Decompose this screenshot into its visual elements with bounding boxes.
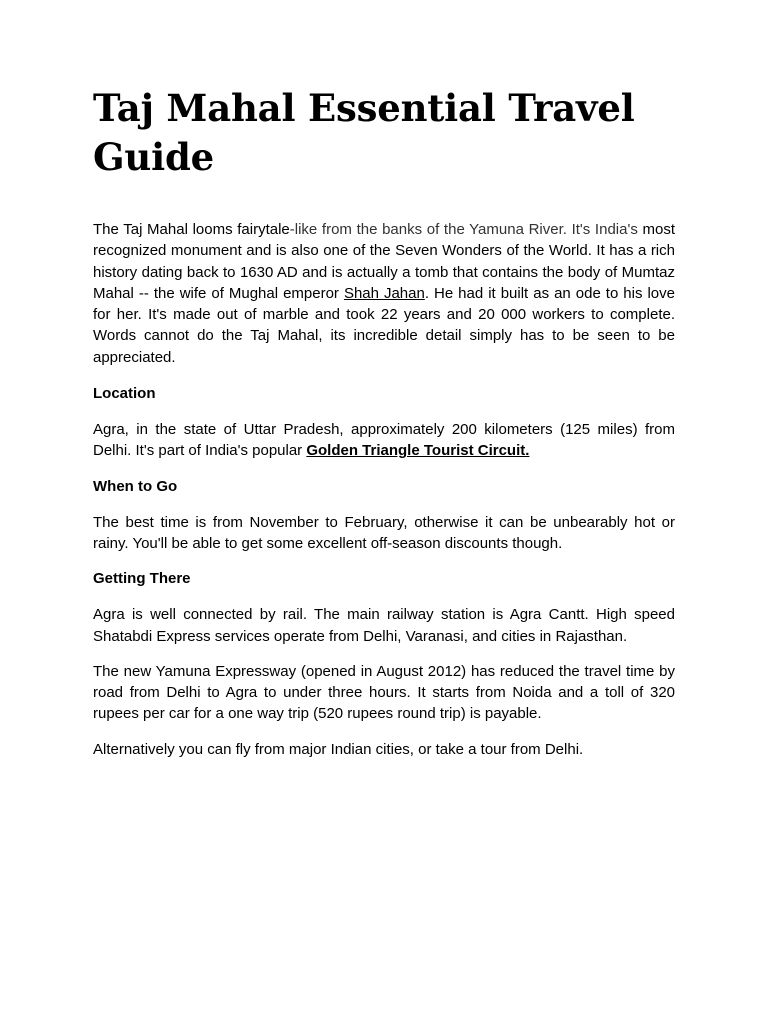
golden-triangle-link[interactable]: Golden Triangle Tourist Circuit. [306,442,530,460]
when-to-go-paragraph: The best time is from November to February, otherwise it can be unbearably hot or rainy. You'll be able to get some excellent off-season discounts though. [93,513,675,552]
getting-there-air-paragraph: Alternatively you can fly from major Indian cities, or take a tour from Delhi. [93,740,584,758]
when-to-go-heading: When to Go [93,477,178,495]
intro-paragraph [93,219,675,368]
page-title: Taj Mahal Essential Travel Guide [93,86,635,179]
intro-text-4: . He had it built as an ode to his love for her. It's made out of marble and took 22 years and 20 000 workers to complete. Words cannot do the Taj Mahal, its incredible detail simply has to be seen to be appreciated. [93,284,675,366]
intro-text-1: The Taj Mahal looms fairytale [93,221,290,238]
shah-jahan-link[interactable]: Shah Jahan [343,284,425,302]
intro-text-3: most recognized monument and is also one of the Seven Wonders of the World. It has a rich history dating back to 1630 AD and is actually a tomb that contains the body of Mumtaz Mahal -- the wife of Mughal emperor [93,221,675,302]
document-page [93,84,675,774]
intro-text-2: -like from the banks of the Yamuna River. It's India's [289,221,638,238]
getting-there-road-paragraph: The new Yamuna Expressway (opened in August 2012) has reduced the travel time by road from Delhi to Agra to under three hours. It starts from Noida and a toll of 320 rupees per car for a one way trip (520 rupees round trip) is payable. [93,662,675,723]
location-text: Agra, in the state of Uttar Pradesh, approximately 200 kilometers (125 miles) from Delhi. It's part of India's popular [93,421,675,460]
location-heading: Location [93,385,156,403]
location-paragraph [93,419,675,462]
getting-there-rail-paragraph: Agra is well connected by rail. The main railway station is Agra Cantt. High speed Shatabdi Express services operate from Delhi, Varanasi, and cities in Rajasthan. [93,606,675,645]
getting-there-heading: Getting There [93,570,191,588]
